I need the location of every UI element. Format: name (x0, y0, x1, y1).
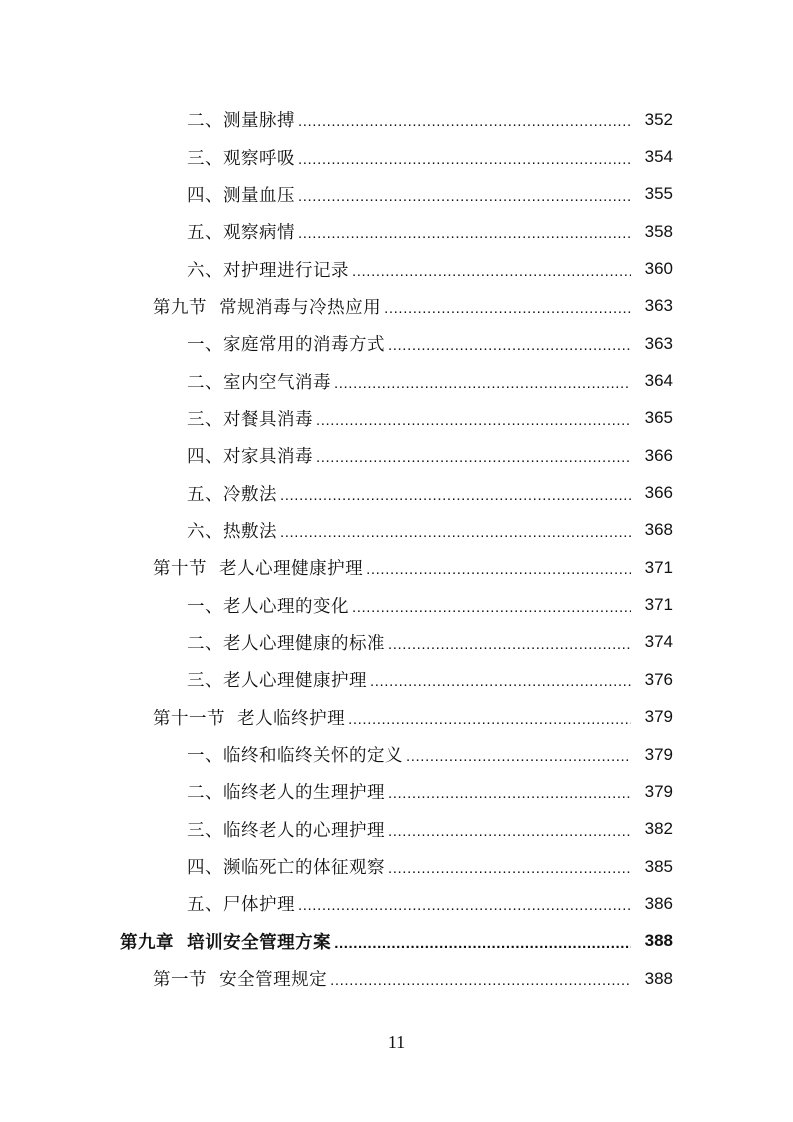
toc-entry-page: 382 (644, 819, 673, 839)
toc-dot-leader (388, 636, 631, 653)
toc-entry[interactable] (0, 586, 793, 623)
toc-entry[interactable] (0, 474, 793, 511)
toc-dot-leader (388, 823, 631, 840)
toc-entry-page: 385 (644, 856, 673, 876)
toc-entry[interactable] (0, 512, 793, 549)
toc-entry-title: 五、冷敷法 (187, 484, 277, 505)
toc-entry-title: 第一节 安全管理规定 (153, 970, 328, 991)
toc-entry-title: 第十节 老人心理健康护理 (153, 559, 364, 580)
toc-section-entry[interactable] (0, 549, 793, 586)
toc-dot-leader (406, 748, 631, 765)
toc-dot-leader (388, 785, 631, 802)
toc-entry-title: 五、观察病情 (187, 223, 295, 244)
toc-section-entry[interactable] (0, 288, 793, 325)
toc-entry-title: 三、临终老人的心理护理 (187, 820, 385, 841)
toc-dot-leader (388, 337, 631, 354)
table-of-contents (0, 101, 793, 997)
toc-dot-leader (334, 935, 631, 952)
toc-dot-leader (298, 188, 631, 205)
toc-dot-leader (298, 151, 631, 168)
toc-entry-page: 374 (644, 632, 673, 652)
toc-entry-page: 363 (644, 333, 673, 353)
toc-dot-leader (298, 897, 631, 914)
toc-entry-page: 366 (644, 483, 673, 503)
toc-dot-leader (352, 263, 631, 280)
toc-dot-leader (280, 524, 631, 541)
toc-entry-page: 352 (644, 109, 673, 129)
toc-entry-title: 二、临终老人的生理护理 (187, 783, 385, 804)
toc-dot-leader (298, 113, 631, 130)
toc-entry-page: 360 (644, 259, 673, 279)
toc-dot-leader (280, 487, 631, 504)
toc-section-entry[interactable] (0, 699, 793, 736)
toc-entry-title: 一、老人心理的变化 (187, 596, 349, 617)
toc-entry-page: 354 (644, 147, 673, 167)
toc-entry-title: 四、测量血压 (187, 185, 295, 206)
toc-entry-title: 六、对护理进行记录 (187, 260, 349, 281)
toc-entry-title: 二、室内空气消毒 (187, 372, 331, 393)
toc-entry[interactable] (0, 138, 793, 175)
toc-dot-leader (330, 972, 631, 989)
toc-dot-leader (334, 375, 631, 392)
toc-dot-leader (388, 860, 631, 877)
toc-dot-leader (366, 561, 631, 578)
toc-entry[interactable] (0, 437, 793, 474)
toc-entry-title: 第九章 培训安全管理方案 (120, 932, 332, 953)
toc-entry-title: 三、对餐具消毒 (187, 409, 313, 430)
toc-section-entry[interactable] (0, 960, 793, 997)
toc-entry[interactable] (0, 773, 793, 810)
page-number: 11 (387, 1032, 406, 1052)
toc-entry-page: 368 (644, 520, 673, 540)
toc-entry-title: 第十一节 老人临终护理 (153, 708, 346, 729)
toc-dot-leader (298, 225, 631, 242)
toc-entry-page: 388 (644, 931, 673, 951)
toc-entry-page: 364 (644, 371, 673, 391)
toc-entry-title: 三、观察呼吸 (187, 148, 295, 169)
toc-entry-page: 365 (644, 408, 673, 428)
toc-entry-title: 一、家庭常用的消毒方式 (187, 335, 385, 356)
toc-dot-leader (352, 599, 631, 616)
toc-entry-title: 四、濒临死亡的体征观察 (187, 858, 385, 879)
toc-entry[interactable] (0, 885, 793, 922)
toc-entry[interactable] (0, 661, 793, 698)
toc-entry[interactable] (0, 213, 793, 250)
toc-entry-title: 三、老人心理健康护理 (187, 671, 367, 692)
toc-entry-title: 二、测量脉搏 (187, 111, 295, 132)
toc-entry-title: 二、老人心理健康的标准 (187, 633, 385, 654)
toc-entry[interactable] (0, 400, 793, 437)
toc-entry-page: 379 (644, 744, 673, 764)
toc-entry[interactable] (0, 325, 793, 362)
toc-entry-title: 第九节 常规消毒与冷热应用 (153, 297, 382, 318)
toc-entry[interactable] (0, 362, 793, 399)
toc-entry-title: 四、对家具消毒 (187, 447, 313, 468)
toc-entry-page: 371 (644, 557, 673, 577)
toc-entry-page: 371 (644, 595, 673, 615)
toc-entry-page: 376 (644, 669, 673, 689)
toc-entry-title: 六、热敷法 (187, 521, 277, 542)
toc-entry-page: 379 (644, 781, 673, 801)
toc-entry-page: 363 (644, 296, 673, 316)
toc-entry[interactable] (0, 624, 793, 661)
toc-entry[interactable] (0, 848, 793, 885)
toc-dot-leader (370, 673, 631, 690)
toc-entry-page: 355 (644, 184, 673, 204)
toc-entry[interactable] (0, 101, 793, 138)
toc-chapter-entry[interactable] (0, 923, 793, 960)
toc-entry-page: 366 (644, 445, 673, 465)
toc-dot-leader (384, 300, 631, 317)
toc-entry-title: 五、尸体护理 (187, 895, 295, 916)
toc-dot-leader (348, 711, 631, 728)
toc-entry-page: 358 (644, 221, 673, 241)
toc-entry-title: 一、临终和临终关怀的定义 (187, 746, 403, 767)
toc-entry[interactable] (0, 811, 793, 848)
toc-dot-leader (316, 449, 631, 466)
toc-dot-leader (316, 412, 631, 429)
toc-entry-page: 379 (644, 707, 673, 727)
toc-entry-page: 388 (644, 968, 673, 988)
toc-entry[interactable] (0, 250, 793, 287)
toc-entry[interactable] (0, 176, 793, 213)
toc-entry-page: 386 (644, 893, 673, 913)
toc-entry[interactable] (0, 736, 793, 773)
